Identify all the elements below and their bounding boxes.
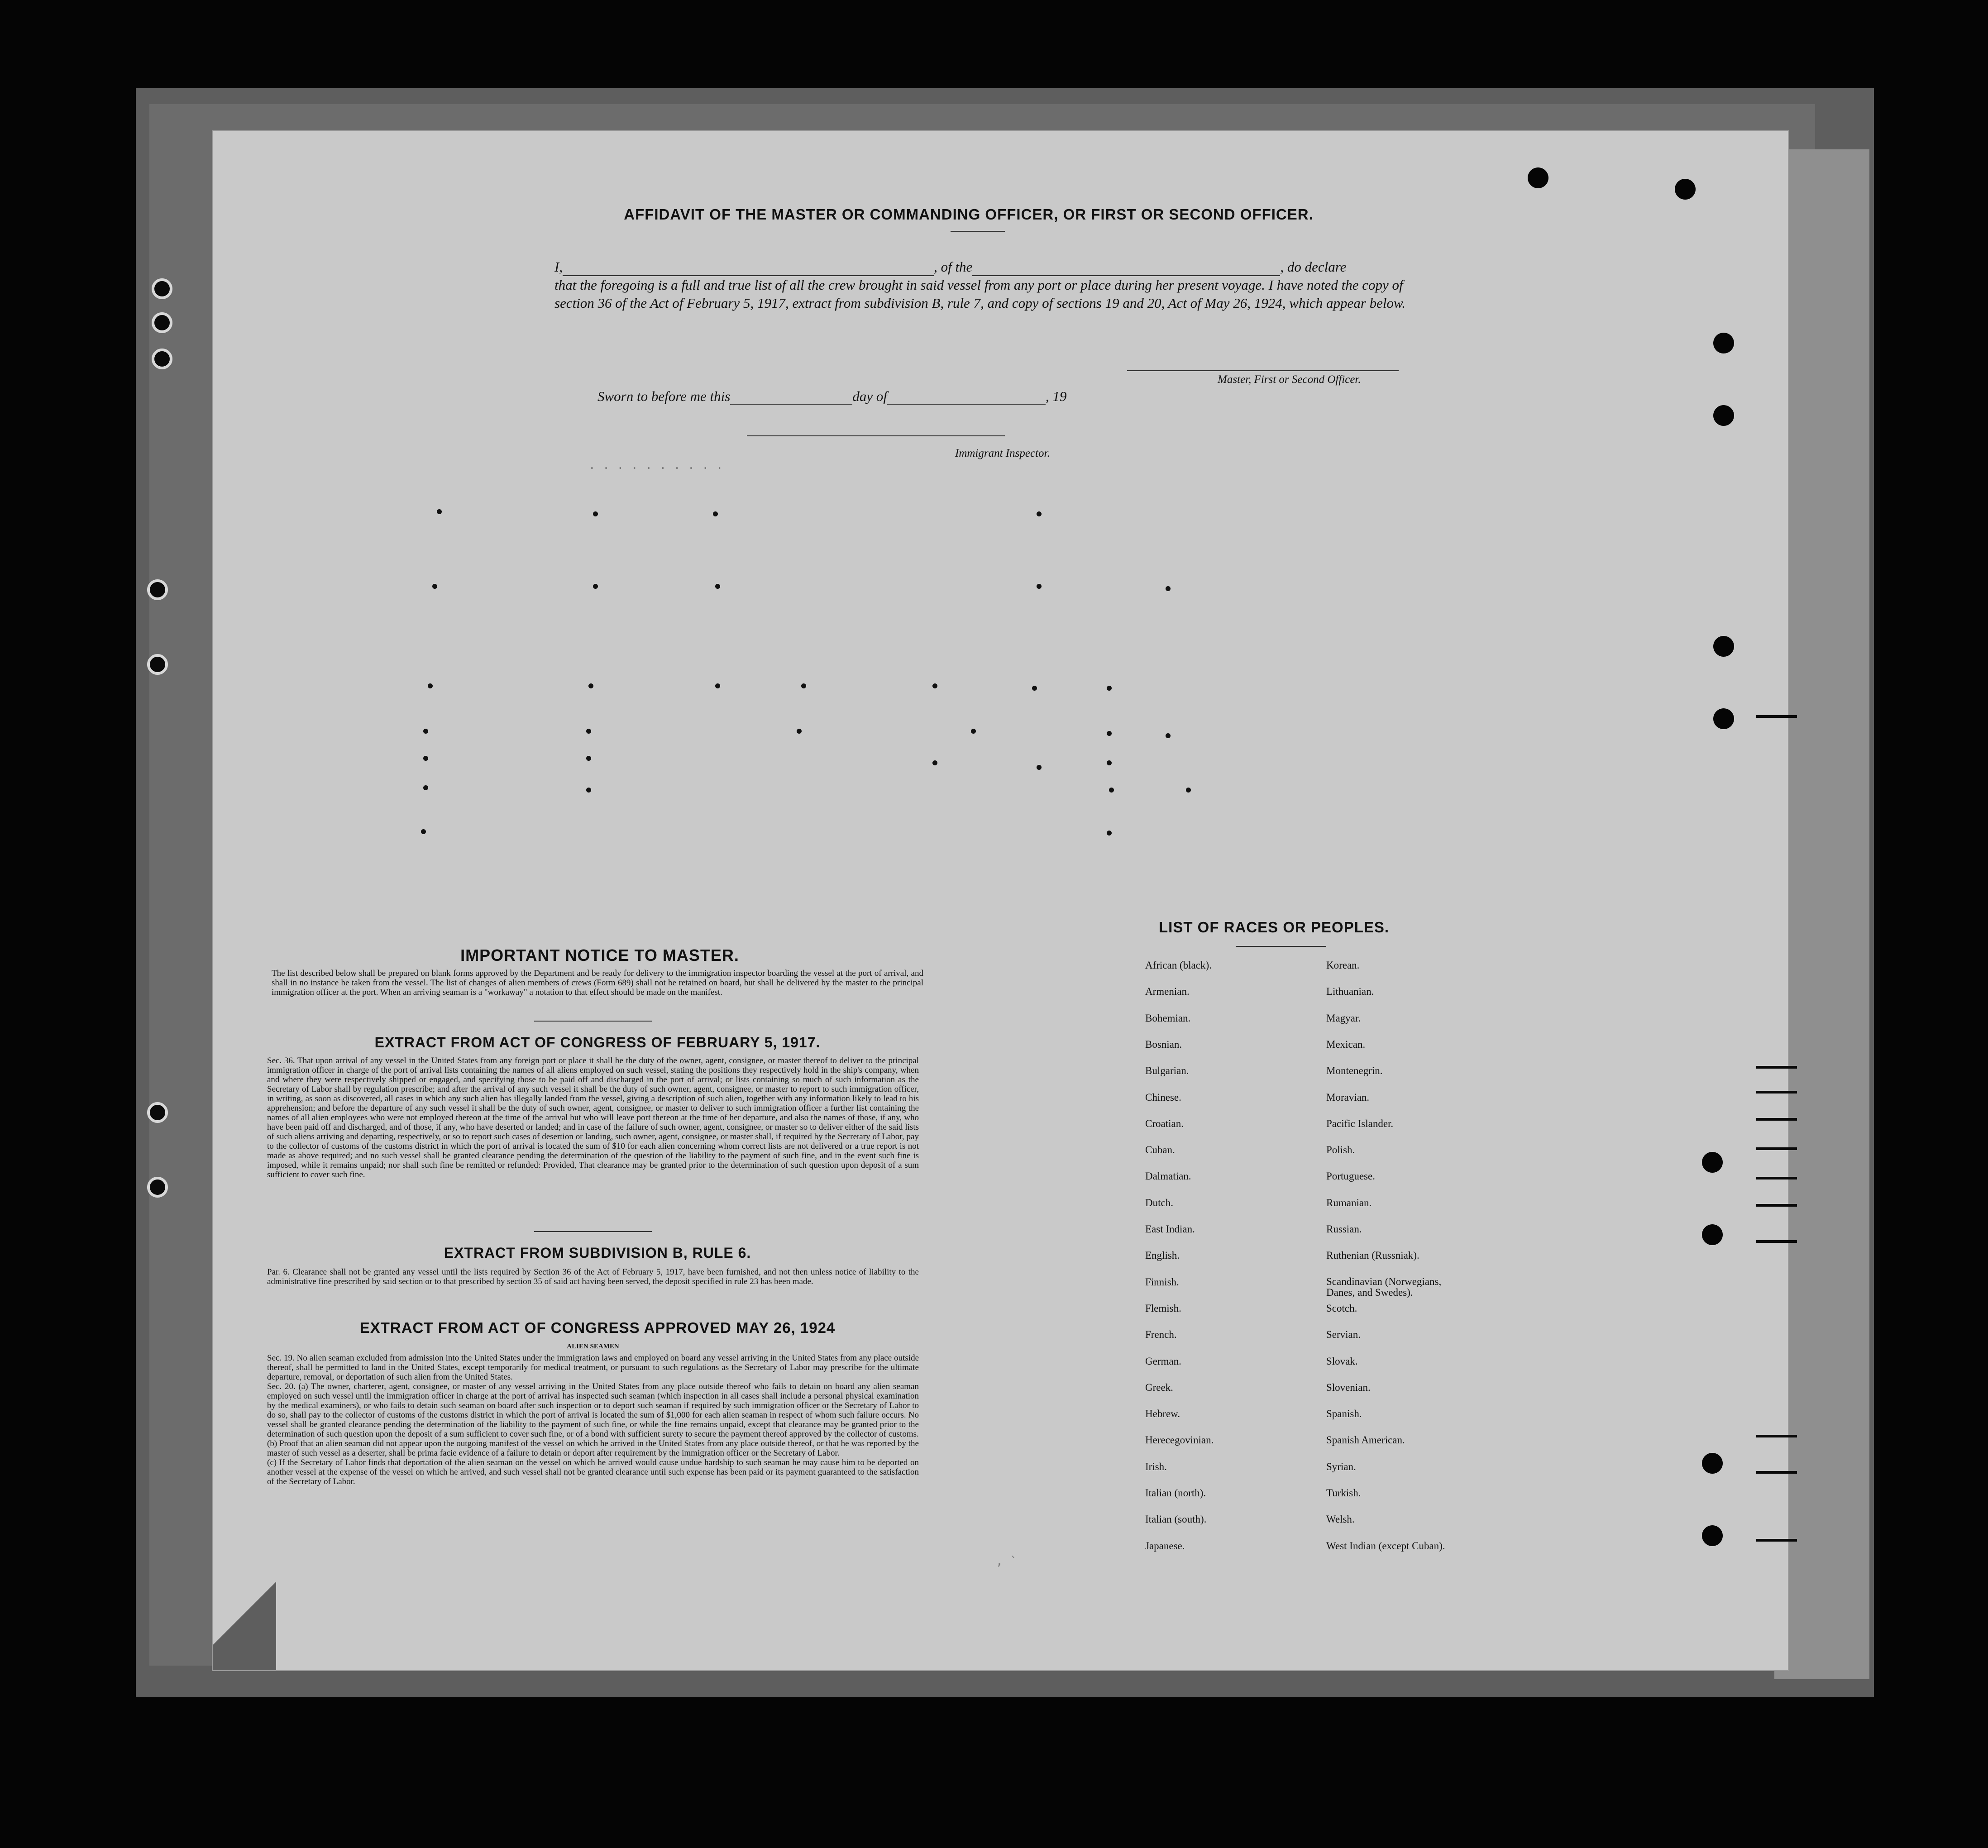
binder-hole-icon [147, 1177, 168, 1198]
race-item: Finnish. [1145, 1276, 1179, 1288]
punch-hole-icon [1702, 1453, 1723, 1474]
margin-tick [1756, 1435, 1797, 1437]
race-item: Spanish. [1326, 1408, 1362, 1420]
affidavit-line1 [554, 258, 1433, 276]
race-item: Slovak. [1326, 1355, 1358, 1367]
race-item: Chinese. [1145, 1091, 1181, 1103]
month-blank [887, 392, 1046, 405]
bleed-dot [932, 683, 937, 688]
race-item: East Indian. [1145, 1223, 1195, 1235]
race-item: Japanese. [1145, 1540, 1185, 1552]
sworn-prefix: Sworn to before me this [597, 388, 731, 404]
bleed-dot [713, 511, 718, 516]
race-item: Syrian. [1326, 1461, 1356, 1472]
bleed-dot [1107, 686, 1112, 691]
margin-tick [1756, 1118, 1797, 1121]
bleed-through-text: · · · · · · · · · · [588, 462, 723, 475]
sec20c-text: (c) If the Secretary of Labor finds that deportation of the alien seaman on the vessel on which he arrived would cause undue hardship to such seaman he may cause him to be deported on another vessel at the expense of the vessel on which he arrived, and such vessel shall not be granted clearance until such expense has been paid or its payment guaranteed to the satisfaction of the Secretary of Labor. [267, 1458, 919, 1486]
race-item: African (black). [1145, 960, 1212, 971]
bleed-dot [1032, 686, 1037, 691]
race-item: Moravian. [1326, 1091, 1370, 1103]
extract-1917-title: EXTRACT FROM ACT OF CONGRESS OF FEBRUARY 5, 1917. [374, 1034, 821, 1051]
bleed-dot [715, 584, 720, 589]
races-title-underline [1236, 946, 1326, 947]
punch-hole-icon [1675, 179, 1696, 200]
punch-hole-icon [1713, 708, 1734, 729]
punch-hole-icon [1702, 1224, 1723, 1245]
races-title: LIST OF RACES OR PEOPLES. [1159, 919, 1390, 936]
race-item: Scotch. [1326, 1302, 1357, 1314]
margin-tick [1756, 1240, 1797, 1243]
race-item: Hebrew. [1145, 1408, 1180, 1420]
bleed-dot [1107, 760, 1112, 765]
bleed-dot [586, 756, 591, 761]
margin-tick [1756, 715, 1797, 718]
notice-title: IMPORTANT NOTICE TO MASTER. [460, 946, 739, 965]
sworn-year: , 19 [1045, 388, 1067, 404]
race-item: Lithuanian. [1326, 986, 1374, 998]
margin-tick [1756, 1177, 1797, 1179]
race-item: Polish. [1326, 1144, 1355, 1156]
bleed-dot [971, 729, 976, 734]
extract-1917-body: Sec. 36. That upon arrival of any vessel in the United States from any foreign port or place it shall be the duty of the owner, agent, consignee, or master thereof to deliver to the principal immigration officer in charge of the port of arrival lists containing the names of all aliens employed on such vessel, stating the positions they respectively hold in the ship's company, when and where they were respectively shipped or engaged, and specifying those to be paid off and discharged in the port of arrival; or lists containing so much of such information as the Secretary of Labor shall by regulation prescribe; and after the arrival of any such vessel it shall be the duty of such owner, agent, consignee, or master to report to such immigration officer, in writing, as soon as discovered, all cases in which any such alien has illegally landed from the vessel, giving a description of such alien, together with any information likely to lead to his apprehension; and before the departure of any such vessel it shall be the duty of such owner, agent, consignee, or master to deliver to such immigration officer a further list containing the names of all alien employees who were not employed thereon at the time of the arrival but who will leave port thereon at the time of her departure, and also the names of those, if any, who have been paid off and discharged, and of those, if any, who have deserted or landed; and in case of the failure of such owner, agent, consignee, or master so to deliver either of the said lists of such aliens arriving and departing, respectively, or so to report such cases of desertion or landing, such owner, agent, consignee, or master shall, if required by the Secretary of Labor, pay to the collector of customs of the customs district in which the port of arrival is located the sum of $10 for each alien concerning whom correct lists are not delivered or a true report is not made as above required; and no such vessel shall be granted clearance pending the determination of the question of the liability to the payment of such fine, and in the event such fine is imposed, while it remains unpaid; nor shall such fine be remitted or refunded: Provided, That clearance may be granted prior to the determination of such question upon deposit of a sum sufficient to cover such fine. [267, 1056, 919, 1179]
race-item: Servian. [1326, 1329, 1361, 1341]
punch-hole-icon [1713, 405, 1734, 426]
affidavit-text: that the foregoing is a full and true list of all the crew brought in said vessel from any port or place during her present voyage. I have noted the copy of section 36 of the Act of February 5, 1917, extract from subdivision B, rule 7, and copy of sections 19 and 20, Act of May 26, 1924, which appear below. [554, 277, 1406, 311]
bleed-dot [1186, 788, 1191, 793]
race-item: Slovenian. [1326, 1381, 1371, 1393]
race-item: Spanish American. [1326, 1434, 1405, 1446]
race-item: Dalmatian. [1145, 1170, 1191, 1182]
bleed-dot [1166, 733, 1171, 738]
signature-line [1127, 370, 1399, 371]
affidavit-i: I, [554, 259, 563, 275]
race-item: English. [1145, 1250, 1180, 1261]
bleed-dot [1037, 765, 1042, 770]
margin-tick [1756, 1539, 1797, 1542]
race-item: Mexican. [1326, 1038, 1366, 1050]
punch-hole-icon [1528, 167, 1548, 188]
bleed-dot [801, 683, 806, 688]
race-item: Croatian. [1145, 1117, 1184, 1129]
bleed-dot [588, 683, 593, 688]
bleed-dot [797, 729, 802, 734]
folded-corner [213, 1557, 276, 1670]
sec20b-text: (b) Proof that an alien seaman did not appear upon the outgoing manifest of the vessel on which he arrived in the United States from any place outside thereof, or that he was reported by the master of such vessel as a deserter, shall be prima facie evidence of a failure to detain or deport after requirement by the immigration officer or the Secretary of Labor. [267, 1439, 919, 1458]
punch-hole-icon [1713, 636, 1734, 657]
race-item: Russian. [1326, 1223, 1362, 1235]
bleed-dot [593, 511, 598, 516]
name-blank [563, 263, 934, 276]
race-item: Bohemian. [1145, 1012, 1191, 1024]
bleed-dot [586, 729, 591, 734]
extract-1924-body [267, 1353, 919, 1486]
sworn-line [597, 388, 1066, 405]
race-item: Armenian. [1145, 986, 1190, 998]
rule6-body: Par. 6. Clearance shall not be granted any vessel until the lists required by Section 36 of the Act of February 5, 1917, have been furnished, and not then unless notice of liability to the administrative fine prescribed by said section or to that prescribed by section 35 of said act having been served, the deposit specified in rule 23 has been made. [267, 1267, 919, 1286]
race-item: Turkish. [1326, 1487, 1361, 1499]
bleed-dot [1107, 731, 1112, 736]
bleed-dot [932, 760, 937, 765]
inspector-signature-line [747, 435, 1005, 436]
notice-body: The list described below shall be prepared on blank forms approved by the Department and be ready for delivery to the immigration inspector boarding the vessel at the port of arrival, and shall in no instance be taken from the vessel. The list of changes of alien members of crews (Form 689) shall not be retained on board, but shall be delivered by the master to the principal immigration officer at the port. When an arriving seaman is a "workaway" a notation to that effect should be made on the manifest. [272, 969, 923, 997]
race-item: Flemish. [1145, 1302, 1181, 1314]
bleed-dot [428, 683, 433, 688]
race-item: Dutch. [1145, 1197, 1173, 1208]
bleed-dot [421, 829, 426, 834]
race-item: Herecegovinian. [1145, 1434, 1214, 1446]
inspector-caption: Immigrant Inspector. [955, 447, 1050, 459]
margin-tick [1756, 1471, 1797, 1474]
affidavit-declare: , do declare [1280, 259, 1347, 275]
vessel-blank [972, 263, 1280, 276]
binder-hole-icon [152, 312, 172, 333]
day-blank [730, 392, 852, 405]
race-item: Rumanian. [1326, 1197, 1372, 1208]
underlying-page-edge [1774, 149, 1869, 1679]
race-item: Bosnian. [1145, 1038, 1182, 1050]
rule6-title: EXTRACT FROM SUBDIVISION B, RULE 6. [444, 1245, 751, 1261]
race-item: Italian (north). [1145, 1487, 1206, 1499]
bleed-dot [1107, 831, 1112, 836]
punch-hole-icon [1713, 333, 1734, 353]
bleed-dot [1037, 511, 1042, 516]
bleed-dot [715, 683, 720, 688]
section-divider [534, 1021, 652, 1022]
bleed-through-text: , ` [996, 1555, 1017, 1568]
sec19-text: Sec. 19. No alien seaman excluded from admission into the United States under the immigration laws and employed on board any vessel arriving in the United States from any place outside thereof, shall be permitted to land in the United States, except temporarily for medical treatment, or pursuant to such regulations as the Secretary of Labor may prescribe for the ultimate departure, removal, or deportation of such alien from the United States. [267, 1353, 919, 1382]
race-item: Portuguese. [1326, 1170, 1375, 1182]
margin-tick [1756, 1066, 1797, 1069]
title-underline [951, 231, 1005, 232]
race-item: Scandinavian (Norwegians, Danes, and Swedes). [1326, 1275, 1442, 1298]
binder-hole-icon [147, 654, 168, 675]
affidavit-of-the: , of the [934, 259, 973, 275]
race-item: West Indian (except Cuban). [1326, 1540, 1445, 1552]
race-item: Korean. [1326, 960, 1360, 971]
extract-1924-title: EXTRACT FROM ACT OF CONGRESS APPROVED MAY 26, 1924 [359, 1319, 836, 1336]
bleed-dot [423, 785, 428, 790]
section-divider [534, 1231, 652, 1232]
punch-hole-icon [1702, 1525, 1723, 1546]
race-item: Welsh. [1326, 1514, 1355, 1525]
race-item: Italian (south). [1145, 1514, 1207, 1525]
extract-1924-subtitle: ALIEN SEAMEN [567, 1343, 619, 1350]
bleed-dot [1109, 788, 1114, 793]
race-item: Ruthenian (Russniak). [1326, 1250, 1419, 1261]
affidavit-body [554, 258, 1433, 312]
bleed-dot [1166, 586, 1171, 591]
margin-tick [1756, 1204, 1797, 1207]
bleed-dot [1037, 584, 1042, 589]
race-item: Bulgarian. [1145, 1065, 1189, 1077]
binder-hole-icon [152, 278, 172, 299]
bleed-dot [437, 509, 442, 514]
margin-tick [1756, 1147, 1797, 1150]
binder-hole-icon [152, 349, 172, 369]
sec20a-text: Sec. 20. (a) The owner, charterer, agent, consignee, or master of any vessel arriving in the United States from any place outside thereof who fails to detain on board any alien seaman employed on such vessel until the immigration officer in charge at the port of arrival has inspected such seaman (which inspection in all cases shall include a personal physical examination by the medical examiners), or who fails to detain such seaman on board after such inspection or to deport such seaman if required by such immigration officer or the Secretary of Labor to do so, shall pay to the collector of customs of the customs district in which the port of arrival is located the sum of $1,000 for each alien seaman in respect of whom such failure occurs. No vessel shall be granted clearance pending the determination of the liability to the payment of such fine, or while the fine remains unpaid, except that clearance may be granted prior to the determination of such question upon the deposit of a sum sufficient to cover such fine, or of a bond with sufficient surety to secure the payment thereof approved by the collector of customs. [267, 1382, 919, 1439]
race-item: Pacific Islander. [1326, 1117, 1394, 1129]
officer-caption: Master, First or Second Officer. [1218, 373, 1361, 386]
race-item: Greek. [1145, 1381, 1173, 1393]
race-item: Irish. [1145, 1461, 1167, 1472]
bleed-dot [586, 788, 591, 793]
race-item: Montenegrin. [1326, 1065, 1383, 1077]
affidavit-title: AFFIDAVIT OF THE MASTER OR COMMANDING OFFICER, OR FIRST OR SECOND OFFICER. [624, 206, 1314, 223]
sworn-day-of: day of [852, 388, 887, 404]
race-item: Cuban. [1145, 1144, 1175, 1156]
bleed-dot [423, 729, 428, 734]
binder-hole-icon [147, 579, 168, 600]
bleed-dot [593, 584, 598, 589]
race-item: French. [1145, 1329, 1177, 1341]
race-item: Magyar. [1326, 1012, 1361, 1024]
race-item: German. [1145, 1355, 1181, 1367]
bleed-dot [432, 584, 437, 589]
bleed-dot [423, 756, 428, 761]
binder-hole-icon [147, 1102, 168, 1123]
margin-tick [1756, 1091, 1797, 1094]
punch-hole-icon [1702, 1152, 1723, 1173]
